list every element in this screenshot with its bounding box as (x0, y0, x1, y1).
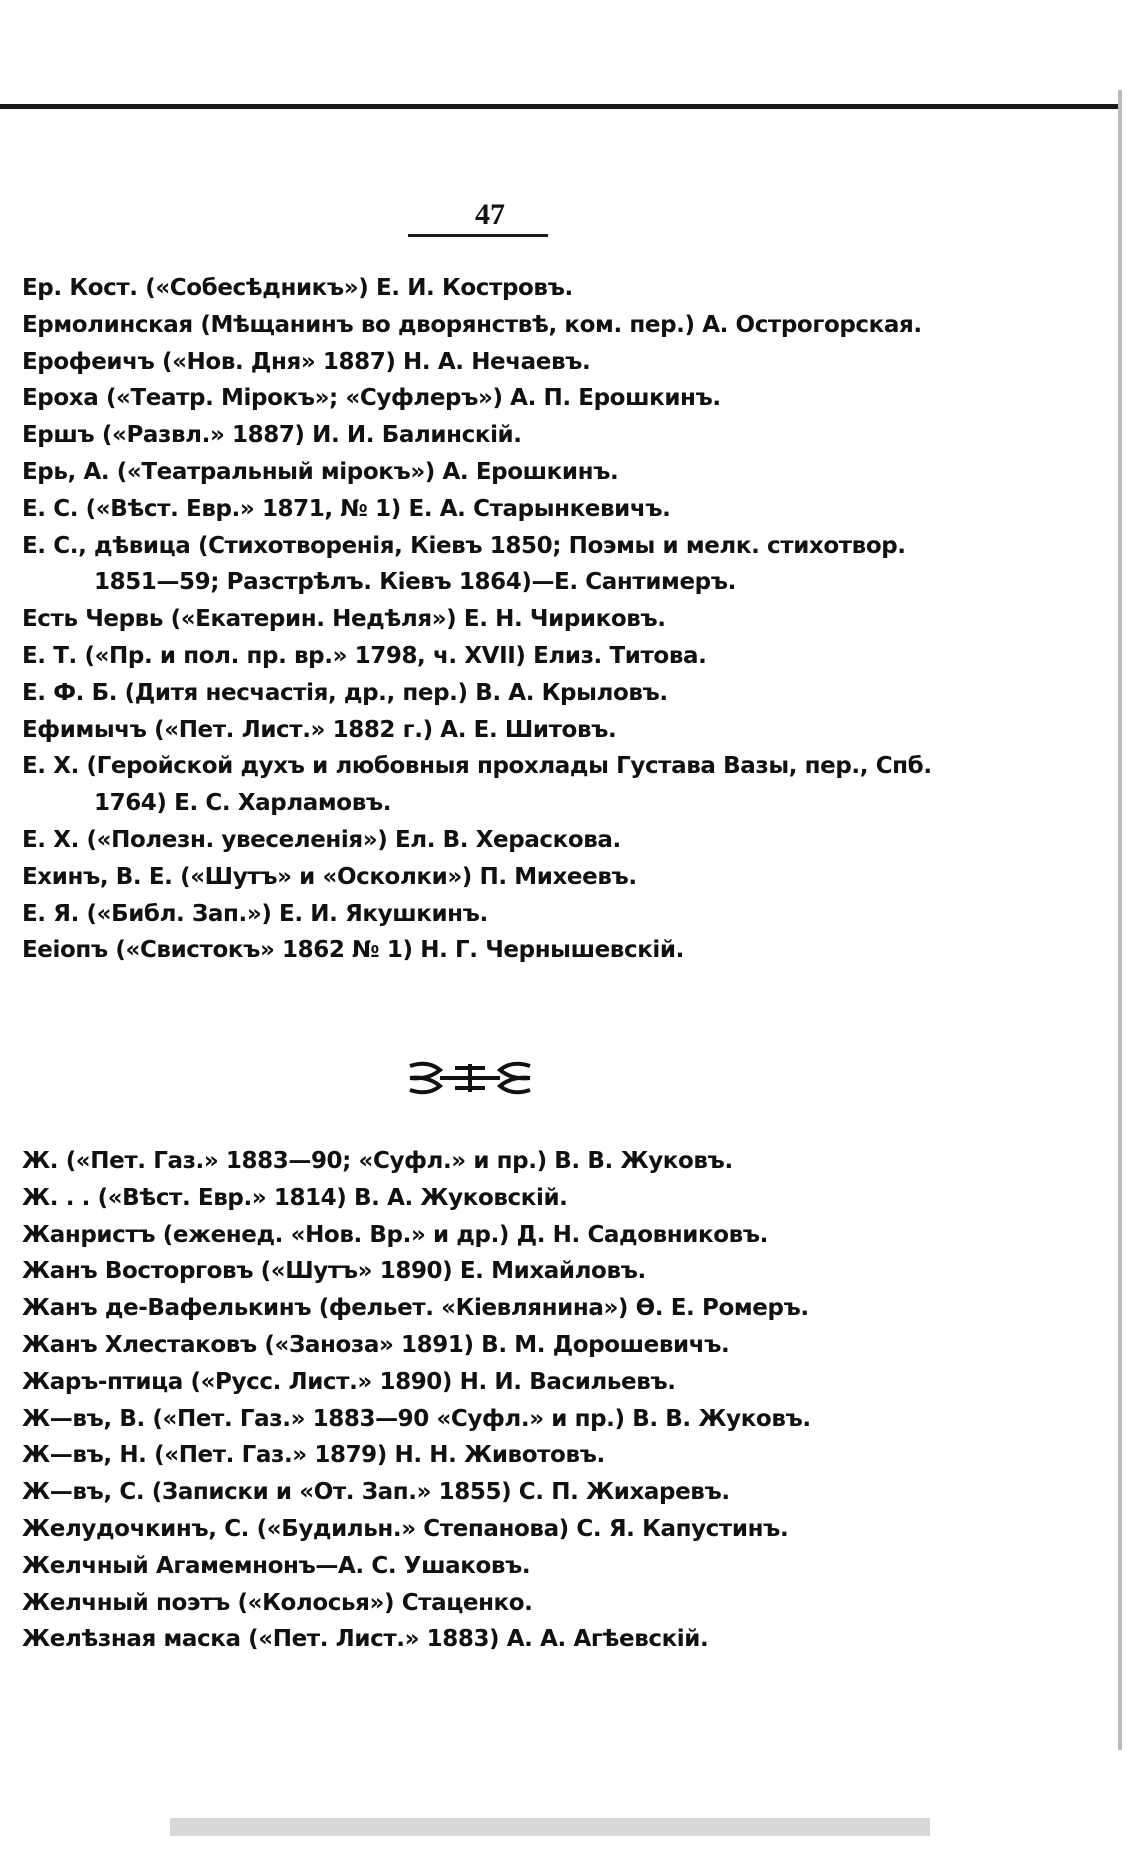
entry: Ер. Кост. («Собесѣдникъ») Е. И. Костровъ. (22, 275, 573, 301)
section-ornament-icon (400, 1058, 540, 1098)
entry: Ерь, А. («Театральный мірокъ») А. Ерошкинъ. (22, 458, 619, 485)
page-bottom-strip (170, 1818, 930, 1836)
entry: Ероха («Театр. Мірокъ»; «Суфлеръ») А. П. Ерошкинъ. (22, 385, 721, 412)
entry: Желѣзная маска («Пет. Лист.» 1883) А. А. Агѣевскій. (22, 1626, 709, 1653)
entry: Е. С., дѣвица (Стихотворенія, Кіевъ 1850; Поэмы и мелк. стихотвор. (22, 532, 906, 559)
section-e-entries (22, 270, 942, 969)
entry: Желчный Агамемнонъ—А. С. Ушаковъ. (22, 1552, 531, 1579)
page-number: 47 (475, 198, 505, 231)
entry: Жанъ Хлестаковъ («Заноза» 1891) В. М. Дорошевичъ. (22, 1331, 730, 1358)
entry: Ефимычъ («Пет. Лист.» 1882 г.) А. Е. Шитовъ. (22, 716, 617, 743)
entry: Ееіопъ («Свистокъ» 1862 № 1) Н. Г. Чернышевскій. (22, 937, 684, 964)
entry: Есть Червь («Екатерин. Недѣля») Е. Н. Чириковъ. (22, 606, 666, 633)
entry: Ж. . . («Вѣст. Евр.» 1814) В. А. Жуковскій. (22, 1184, 568, 1211)
entry: Е. Т. («Пр. и пол. пр. вр.» 1798, ч. XVII) Елиз. Титова. (22, 642, 707, 669)
entry: Е. Я. («Библ. Зап.») Е. И. Якушкинъ. (22, 900, 488, 927)
entry: Е. Х. (Геройской духъ и любовныя прохлады Густава Вазы, пер., Спб. (22, 753, 932, 780)
entry: Ж—въ, Н. («Пет. Газ.» 1879) Н. Н. Животовъ. (22, 1442, 605, 1469)
entry: Ермолинская (Мѣщанинъ во дворянствѣ, ком. пер.) А. Острогорская. (22, 311, 922, 338)
entry: Желчный поэтъ («Колосья») Стаценко. (22, 1589, 533, 1616)
entry: Ерофеичъ («Нов. Дня» 1887) Н. А. Нечаевъ. (22, 348, 591, 375)
entry: Жанристъ (еженед. «Нов. Вр.» и др.) Д. Н. Садовниковъ. (22, 1221, 768, 1248)
section-zh-entries (22, 1143, 942, 1658)
page-number-rule (408, 234, 548, 237)
entry: Жанъ Восторговъ («Шутъ» 1890) Е. Михайловъ. (22, 1258, 646, 1285)
top-rule (0, 104, 1120, 109)
entry: Ехинъ, В. Е. («Шутъ» и «Осколки») П. Михеевъ. (22, 863, 637, 890)
entry: Желудочкинъ, С. («Будильн.» Степанова) С. Я. Капустинъ. (22, 1515, 789, 1542)
entry: Е. С. («Вѣст. Евр.» 1871, № 1) Е. А. Старынкевичъ. (22, 495, 671, 522)
entry: Ж. («Пет. Газ.» 1883—90; «Суфл.» и пр.) В. В. Жуковъ. (22, 1148, 733, 1174)
entry: Е. Х. («Полезн. увеселенія») Ел. В. Хераскова. (22, 826, 621, 853)
entry: Ершъ («Развл.» 1887) И. И. Балинскій. (22, 422, 522, 449)
entry: Ж—въ, В. («Пет. Газ.» 1883—90 «Суфл.» и пр.) В. В. Жуковъ. (22, 1405, 811, 1432)
entry: Ж—въ, С. (Записки и «От. Зап.» 1855) С. П. Жихаревъ. (22, 1479, 730, 1506)
page-edge (1118, 90, 1122, 1750)
entry: Жаръ-птица («Русс. Лист.» 1890) Н. И. Васильевъ. (22, 1368, 676, 1395)
entry: Жанъ де-Вафелькинъ (фельет. «Кіевлянина») Ѳ. Е. Ромеръ. (22, 1295, 809, 1322)
entry-continuation: 1851—59; Разстрѣлъ. Кіевъ 1864)—Е. Сантимеръ. (94, 569, 736, 596)
entry-continuation: 1764) Е. С. Харламовъ. (94, 790, 392, 817)
entry: Е. Ф. Б. (Дитя несчастія, др., пер.) В. А. Крыловъ. (22, 679, 668, 706)
